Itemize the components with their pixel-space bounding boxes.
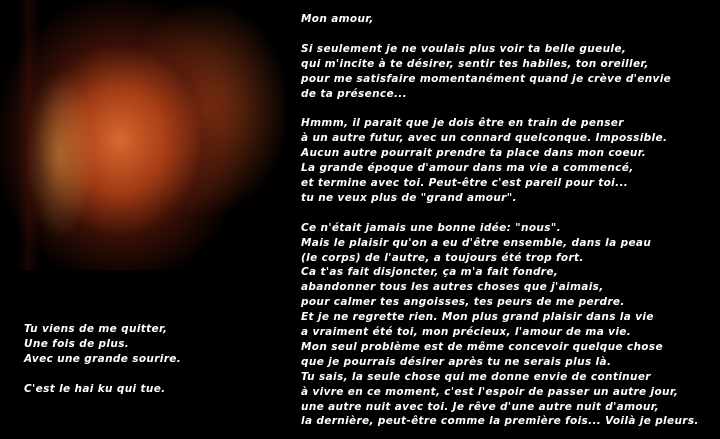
- letter-paragraph-1: Si seulement je ne voulais plus voir ta belle gueule, qui m'incite à te désirer, sentir tes habiles, ton oreiller, pour me satisfaire momentanément quand je crève d'envie de ta présence...: [301, 42, 672, 100]
- haiku-lines: Tu viens de me quitter, Une fois de plus. Avec une grande sourire.: [24, 323, 182, 365]
- woman-portrait-photo: [0, 0, 285, 270]
- haiku: [24, 322, 181, 397]
- letter-title: Mon amour,: [301, 13, 374, 25]
- letter-paragraph-3: Ce n'était jamais une bonne idée: "nous". Mais le plaisir qu'on a eu d'être ensemble, dans la peau (le corps) de l'autre, a toujours été trop fort. Ca t'as fait disjoncter, ça m'a fait fondre, abandonner tous les autres choses que j'aimais, pour calmer tes angoisses, tes peurs de me perdre. Et je ne regrette rien. Mon plus grand plaisir dans la vie a vraiment été toi, mon précieux, l'amour de ma vie. Mon seul problème est de même concevoir quelque chose que je pourrais désirer après tu ne serais plus là. Tu sais, la seule chose qui me donne envie de continuer à vivre en ce moment, c'est l'espoir de passer un autre jour, une autre nuit avec toi. Je rêve d'une autre nuit d'amour, la dernière, peut-être comme la première fois... Voilà je pleurs.: [301, 221, 699, 428]
- hair-highlight: [25, 70, 95, 240]
- haiku-closing: C'est le hai ku qui tue.: [24, 382, 166, 395]
- letter-paragraph-2: Hmmm, il parait que je dois être en train de penser à un autre futur, avec un connard quelconque. Impossible. Aucun autre pourrait prendre ta place dans mon coeur. La grande époque d'amour dans ma vie a commencé, et termine avec toi. Peut-être c'est pareil pour toi... tu ne veux plus de "grand amour".: [301, 117, 668, 204]
- love-letter: [301, 12, 699, 429]
